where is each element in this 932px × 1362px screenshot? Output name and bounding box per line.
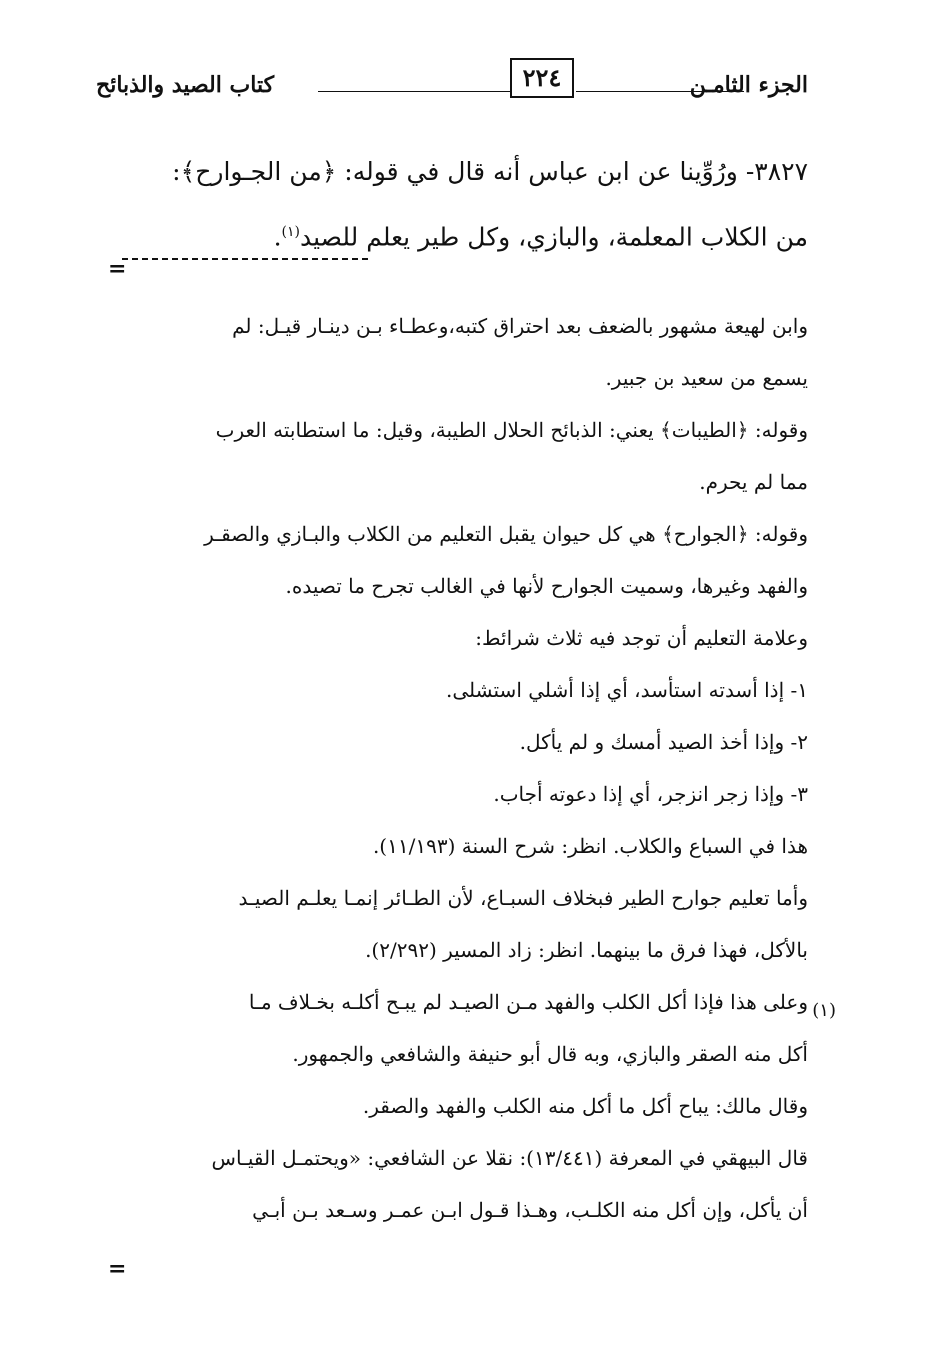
page-header bbox=[96, 52, 808, 98]
note-line: وقوله: ﴿الطيبات﴾ يعني: الذبائح الحلال الطيبة، وقيل: ما استطابته العرب bbox=[215, 418, 808, 442]
footnote-marker: (١) bbox=[812, 1000, 836, 1021]
header-volume: الجزء الثامـن bbox=[689, 72, 808, 98]
continuation-mark-bottom: = bbox=[108, 1256, 127, 1282]
note-line: يسمع من سعيد بن جبير. bbox=[605, 366, 808, 390]
header-chapter: كتاب الصيد والذبائح bbox=[96, 72, 275, 98]
footnote-ref: (١) bbox=[281, 224, 301, 240]
main-line-2-end: . bbox=[273, 222, 282, 252]
page-number: ٢٢٤ bbox=[510, 58, 574, 98]
main-line-2-text: من الكلاب المعلمة، والبازي، وكل طير يعلم للصيد bbox=[300, 222, 808, 252]
continuation-mark-top: = bbox=[108, 256, 127, 282]
main-text bbox=[118, 142, 808, 267]
commentary bbox=[108, 300, 808, 1236]
note-line: وعلامة التعليم أن توجد فيه ثلاث شرائط: bbox=[475, 626, 808, 650]
note-line: مما لم يحرم. bbox=[699, 470, 808, 494]
note-line: وابن لهيعة مشهور بالضعف بعد احتراق كتبه،وعطـاء بـن دينـار قيـل: لم bbox=[232, 314, 808, 338]
note-line: ١- إذا أسدته استأسد، أي إذا أشلي استشلى. bbox=[446, 678, 808, 702]
note-line: وأما تعليم جوارح الطير فبخلاف السبـاع، لأن الطـائر إنمـا يعلـم الصيـد bbox=[238, 886, 808, 910]
note-line: ٢- وإذا أخذ الصيد أمسك و لم يأكل. bbox=[519, 730, 808, 754]
note-line: أكل منه الصقر والبازي، وبه قال أبو حنيفة والشافعي والجمهور. bbox=[292, 1042, 808, 1066]
note-line: وقال مالك: يباح أكل ما أكل منه الكلب والفهد والصقر. bbox=[362, 1094, 808, 1118]
header-rule-right bbox=[576, 91, 744, 92]
header-rule-left bbox=[318, 91, 510, 92]
note-line: ٣- وإذا زجر انزجر، أي إذا دعوته أجاب. bbox=[493, 782, 808, 806]
note-line: وعلى هذا فإذا أكل الكلب والفهد مـن الصيـد لم يبـح أكلـه بخـلاف مـا bbox=[248, 990, 808, 1014]
note-line: وقوله: ﴿الجوارح﴾ هي كل حيوان يقبل التعليم من الكلاب والبـازي والصقـر bbox=[204, 522, 808, 546]
note-line: والفهد وغيرها، وسميت الجوارح لأنها في الغالب تجرح ما تصيده. bbox=[285, 574, 808, 598]
note-line: قال البيهقي في المعرفة (١٣/٤٤١): نقلا عن الشافعي: «ويحتمـل القيـاس bbox=[211, 1146, 808, 1170]
separator-rule bbox=[122, 258, 368, 260]
note-line: هذا في السباع والكلاب. انظر: شرح السنة (١١/١٩٣). bbox=[372, 834, 808, 858]
note-line: أن يأكل، وإن أكل منه الكلـب، وهـذا قـول ابـن عمـر وسـعد بـن أبـي bbox=[252, 1198, 808, 1222]
note-line: بالأكل، فهذا فرق ما بينهما. انظر: زاد المسير (٢/٢٩٢). bbox=[365, 938, 808, 962]
main-line-1: ٣٨٢٧- ورُوِّينا عن ابن عباس أنه قال في قوله: ﴿من الجـوارح﴾: bbox=[172, 157, 808, 186]
